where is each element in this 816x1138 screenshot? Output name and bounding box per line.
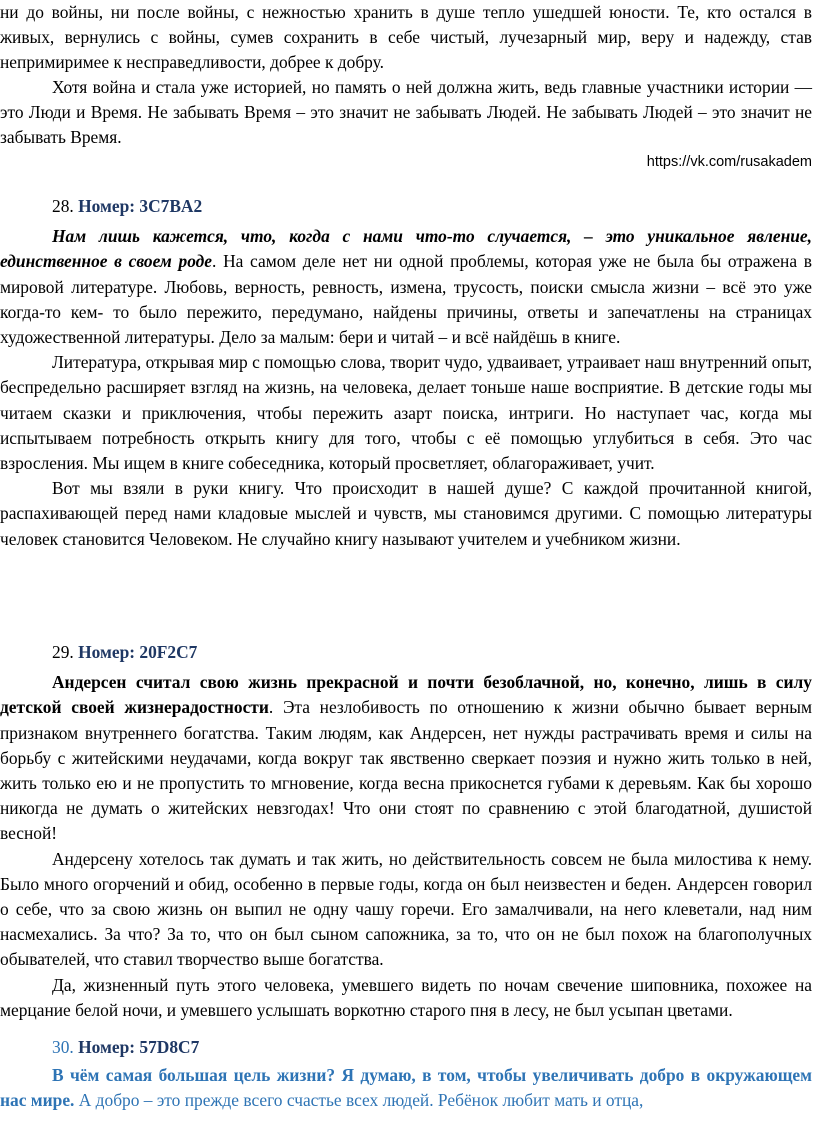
paragraph-text: . На самом деле нет ни одной проблемы, которая уже не была бы отражена в мировой литературе. Любовь, верность, ревность, измена, трусость, поиски смысла жизни – всё это уже когда-то кем- то было пережито, передумано, найдены причины, ответы и запечатлены на страницах художественной литературы. Дело за малым: бери и читай – и всё найдёшь в книге. [0, 251, 812, 348]
section-paragraph-1 [0, 670, 812, 846]
intro-paragraph-1: ни до войны, ни после войны, с нежностью хранить в душе тепло ушедшей юности. Те, кто остался в живых, вернулись с войны, сумев сохранить в себе чистый, лучезарный мир, веру и надежду, став непримиримее к несправедливости, добрее к добру. [0, 2, 812, 73]
section-number-heading [0, 1035, 812, 1060]
paragraph-text: А добро – это прежде всего счастье всех людей. Ребёнок любит мать и отца, [74, 1090, 644, 1111]
section-paragraph-1 [0, 1063, 812, 1113]
section-code: Номер: 57D8C7 [78, 1037, 200, 1057]
section-paragraph-3: Вот мы взяли в руки книгу. Что происходит в нашей душе? С каждой прочитанной книгой, распахивающей перед нами кладовые мыслей и чувств, мы становимся другими. С помощью литературы человек становится Человеком. Не случайно книгу называют учителем и учебником жизни. [0, 478, 812, 549]
thesis-text: Нам лишь кажется, что, когда с нами что-то случается, – это уникальное явление, единственное в своем роде [0, 226, 812, 272]
thesis-text: Андерсен считал свою жизнь прекрасной и почти безоблачной, но, конечно, лишь в силу детской своей жизнерадостности [0, 672, 812, 718]
section-number-heading [0, 640, 812, 665]
source-link[interactable]: https://vk.com/rusakadem [646, 154, 812, 170]
section-paragraph-3: Да, жизненный путь этого человека, умевшего видеть по ночам свечение шиповника, похожее на мерцание белой ночи, и умевшего услышать воркотню старого пня в лесу, не был усыпан цветами. [0, 974, 812, 1020]
section-30 [0, 1035, 812, 1114]
section-29 [0, 640, 812, 1023]
section-number: 30. [52, 1037, 74, 1057]
section-paragraph-1 [0, 224, 812, 350]
section-code: Номер: 20F2C7 [78, 642, 198, 662]
thesis-text: В чём самая большая цель жизни? Я думаю, в том, чтобы увеличивать добро в окружающем нас мире. [0, 1065, 812, 1111]
intro-paragraph-2: Хотя война и стала уже историей, но память о ней должна жить, ведь главные участники истории — это Люди и Время. Не забывать Время – это значит не забывать Людей. Не забывать Людей – это значит не забывать Время. [0, 77, 812, 148]
section-number: 28. [52, 196, 74, 216]
section-28 [0, 194, 812, 552]
section-code: Номер: 3C7BA2 [78, 196, 203, 216]
section-paragraph-2: Андерсену хотелось так думать и так жить, но действительность совсем не была милостива к нему. Было много огорчений и обид, особенно в первые годы, когда он был неизвестен и беден. Андерсен говорил о себе, что за свою жизнь он выпил не одну чашу горечи. Его замалчивали, на него клеветали, над ним насмехались. За что? За то, что он был сыном сапожника, за то, что он не был похож на благополучных обывателей, что ставил творчество выше богатства. [0, 848, 812, 970]
paragraph-text: . Эта незлобивость по отношению к жизни обычно бывает верным признаком внутреннего богатства. Таким людям, как Андерсен, нет нужды растрачивать время и силы на борьбу с житейскими неудачами, когда вокруг так явственно сверкает поэзия и нужно жить только в ней, жить только ею и не пропустить то мгновение, когда весна прикоснется губами к деревьям. Как бы хорошо никогда не думать о житейских невзгодах! Что они стоят по сравнению с этой благодатной, душистой весной! [0, 697, 812, 844]
section-number: 29. [52, 642, 74, 662]
section-paragraph-2: Литература, открывая мир с помощью слова, творит чудо, удваивает, утраивает наш внутренний опыт, беспредельно расширяет взгляд на жизнь, на человека, делает тоньше наше восприятие. В детские годы мы читаем сказки и приключения, чтобы пережить азарт поиска, интриги. Но наступает час, когда мы испытываем потребность открыть книгу для того, чтобы с её помощью углубиться в себя. Это час взросления. Мы ищем в книге собеседника, который просветляет, облагораживает, учит. [0, 352, 812, 474]
section-number-heading [0, 194, 812, 219]
